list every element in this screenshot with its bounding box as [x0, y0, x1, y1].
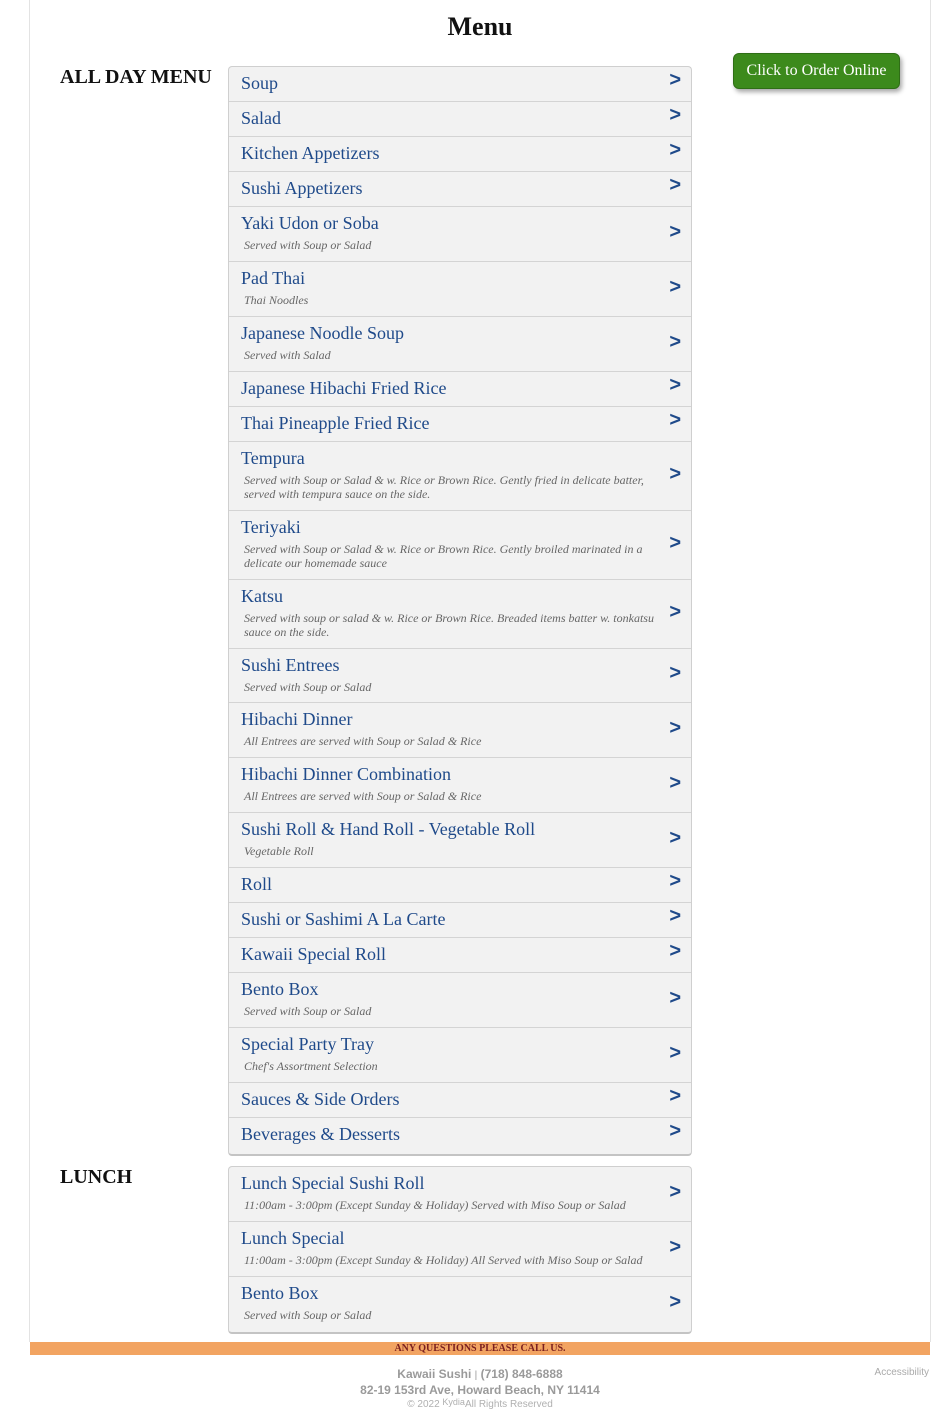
all-day-menu-list: [228, 66, 692, 1156]
brand-link[interactable]: Kydia: [442, 1397, 465, 1407]
menu-item-title: Sushi Entrees: [241, 655, 340, 675]
menu-item-description: All Entrees are served with Soup or Salad & Rice: [244, 789, 482, 803]
page-title: Menu: [447, 12, 513, 41]
menu-item[interactable]: [229, 172, 691, 207]
section-label-lunch: LUNCH: [60, 1166, 133, 1188]
menu-item[interactable]: [229, 1083, 691, 1118]
menu-item-description: Served with Soup or Salad: [244, 680, 372, 694]
menu-item-description: 11:00am - 3:00pm (Except Sunday & Holiday) All Served with Miso Soup or Salad: [244, 1253, 643, 1267]
menu-item-title: Roll: [241, 874, 273, 894]
menu-item-description: Served with soup or salad & w. Rice or Brown Rice. Breaded items batter w. tonkatsu sauce on the side.: [244, 611, 654, 639]
menu-item-title: Hibachi Dinner Combination: [241, 764, 451, 784]
menu-item[interactable]: [229, 102, 691, 137]
address: 82-19 153rd Ave, Howard Beach, NY 11414: [360, 1383, 600, 1397]
menu-item-description: Thai Noodles: [244, 293, 309, 307]
chevron-right-icon: >: [669, 104, 681, 126]
copyright-year: © 2022: [407, 1399, 440, 1410]
menu-item-title: Japanese Hibachi Fried Rice: [241, 378, 447, 398]
menu-item-title: Sushi Appetizers: [241, 178, 363, 198]
chevron-right-icon: >: [669, 69, 681, 91]
menu-item-description: Served with Soup or Salad: [244, 1308, 372, 1322]
chevron-right-icon: >: [669, 1181, 681, 1203]
menu-item-title: Sauces & Side Orders: [241, 1089, 400, 1109]
menu-item-title: Japanese Noodle Soup: [241, 323, 404, 343]
lunch-menu-list: [228, 1166, 692, 1334]
chevron-right-icon: >: [669, 987, 681, 1009]
menu-item-description: Served with Soup or Salad: [244, 1004, 372, 1018]
menu-item[interactable]: [229, 67, 691, 102]
chevron-right-icon: >: [669, 276, 681, 298]
chevron-right-icon: >: [669, 870, 681, 892]
chevron-right-icon: >: [669, 601, 681, 623]
chevron-right-icon: >: [669, 221, 681, 243]
menu-item-title: Bento Box: [241, 1283, 319, 1303]
accessibility-link[interactable]: Accessibility: [874, 1367, 929, 1378]
menu-item-title: Salad: [241, 108, 281, 128]
menu-item-title: Thai Pineapple Fried Rice: [241, 413, 430, 433]
menu-item-description: Served with Soup or Salad: [244, 238, 372, 252]
chevron-right-icon: >: [669, 463, 681, 485]
menu-item[interactable]: [229, 903, 691, 938]
chevron-right-icon: >: [669, 139, 681, 161]
menu-item[interactable]: [229, 372, 691, 407]
menu-item[interactable]: [229, 973, 691, 1028]
menu-item[interactable]: [229, 703, 691, 758]
chevron-right-icon: >: [669, 409, 681, 431]
section-label-all-day: ALL DAY MENU: [60, 66, 212, 88]
chevron-right-icon: >: [669, 772, 681, 794]
menu-item[interactable]: [229, 262, 691, 317]
chevron-right-icon: >: [669, 940, 681, 962]
menu-item-description: 11:00am - 3:00pm (Except Sunday & Holiday) Served with Miso Soup or Salad: [244, 1198, 626, 1212]
menu-item[interactable]: [229, 442, 691, 511]
chevron-right-icon: >: [669, 331, 681, 353]
chevron-right-icon: >: [669, 905, 681, 927]
menu-item-title: Soup: [241, 73, 279, 93]
menu-item-title: Sushi Roll & Hand Roll - Vegetable Roll: [241, 819, 536, 839]
chevron-right-icon: >: [669, 1236, 681, 1258]
chevron-right-icon: >: [669, 1120, 681, 1142]
restaurant-name: Kawaii Sushi: [397, 1367, 472, 1381]
menu-item-description: Served with Soup or Salad & w. Rice or Brown Rice. Gently fried in delicate batter, served with tempura sauce on the side.: [244, 473, 644, 501]
menu-item[interactable]: [229, 317, 691, 372]
menu-item[interactable]: [229, 813, 691, 868]
menu-item-title: Hibachi Dinner: [241, 709, 353, 729]
menu-item-title: Yaki Udon or Soba: [241, 213, 379, 233]
menu-item[interactable]: [229, 1277, 691, 1332]
chevron-right-icon: >: [669, 717, 681, 739]
menu-item-title: Lunch Special: [241, 1228, 345, 1248]
menu-item[interactable]: [229, 649, 691, 703]
phone-link[interactable]: (718) 848-6888: [480, 1367, 563, 1381]
chevron-right-icon: >: [669, 1085, 681, 1107]
footer-separator: |: [474, 1370, 478, 1381]
menu-item-description: Chef's Assortment Selection: [244, 1059, 378, 1073]
footer-info: [0, 1367, 945, 1397]
rights-text: All Rights Reserved: [464, 1399, 553, 1410]
chevron-right-icon: >: [669, 827, 681, 849]
copyright: [0, 1399, 945, 1410]
menu-item[interactable]: [229, 580, 691, 649]
menu-item-description: Served with Soup or Salad & w. Rice or Brown Rice. Gently broiled marinated in a delicate our homemade sauce: [244, 542, 643, 570]
menu-item-title: Tempura: [241, 448, 305, 468]
menu-item[interactable]: [229, 407, 691, 442]
chevron-right-icon: >: [669, 1042, 681, 1064]
menu-item[interactable]: [229, 1222, 691, 1277]
menu-item-description: All Entrees are served with Soup or Salad & Rice: [244, 734, 482, 748]
menu-item[interactable]: [229, 868, 691, 903]
menu-item-title: Lunch Special Sushi Roll: [241, 1173, 425, 1193]
menu-item[interactable]: [229, 137, 691, 172]
menu-item-title: Katsu: [241, 586, 283, 606]
chevron-right-icon: >: [669, 532, 681, 554]
menu-item[interactable]: [229, 1118, 691, 1154]
menu-item-title: Special Party Tray: [241, 1034, 374, 1054]
chevron-right-icon: >: [669, 374, 681, 396]
menu-item-title: Kawaii Special Roll: [241, 944, 386, 964]
menu-item-title: Bento Box: [241, 979, 319, 999]
menu-item-description: Vegetable Roll: [244, 844, 314, 858]
contact-banner: ANY QUESTIONS PLEASE CALL US.: [30, 1342, 930, 1355]
menu-item[interactable]: [229, 511, 691, 580]
chevron-right-icon: >: [669, 662, 681, 684]
menu-item[interactable]: [229, 1167, 691, 1222]
menu-item-title: Teriyaki: [241, 517, 301, 537]
menu-item[interactable]: [229, 1028, 691, 1083]
menu-item[interactable]: [229, 207, 691, 262]
chevron-right-icon: >: [669, 174, 681, 196]
menu-item[interactable]: [229, 758, 691, 813]
menu-item-description: Served with Salad: [244, 348, 331, 362]
menu-item[interactable]: [229, 938, 691, 973]
menu-item-title: Beverages & Desserts: [241, 1124, 400, 1144]
chevron-right-icon: >: [669, 1291, 681, 1313]
menu-item-title: Sushi or Sashimi A La Carte: [241, 909, 446, 929]
order-online-button[interactable]: Click to Order Online: [733, 53, 900, 89]
menu-item-title: Kitchen Appetizers: [241, 143, 380, 163]
menu-item-title: Pad Thai: [241, 268, 306, 288]
